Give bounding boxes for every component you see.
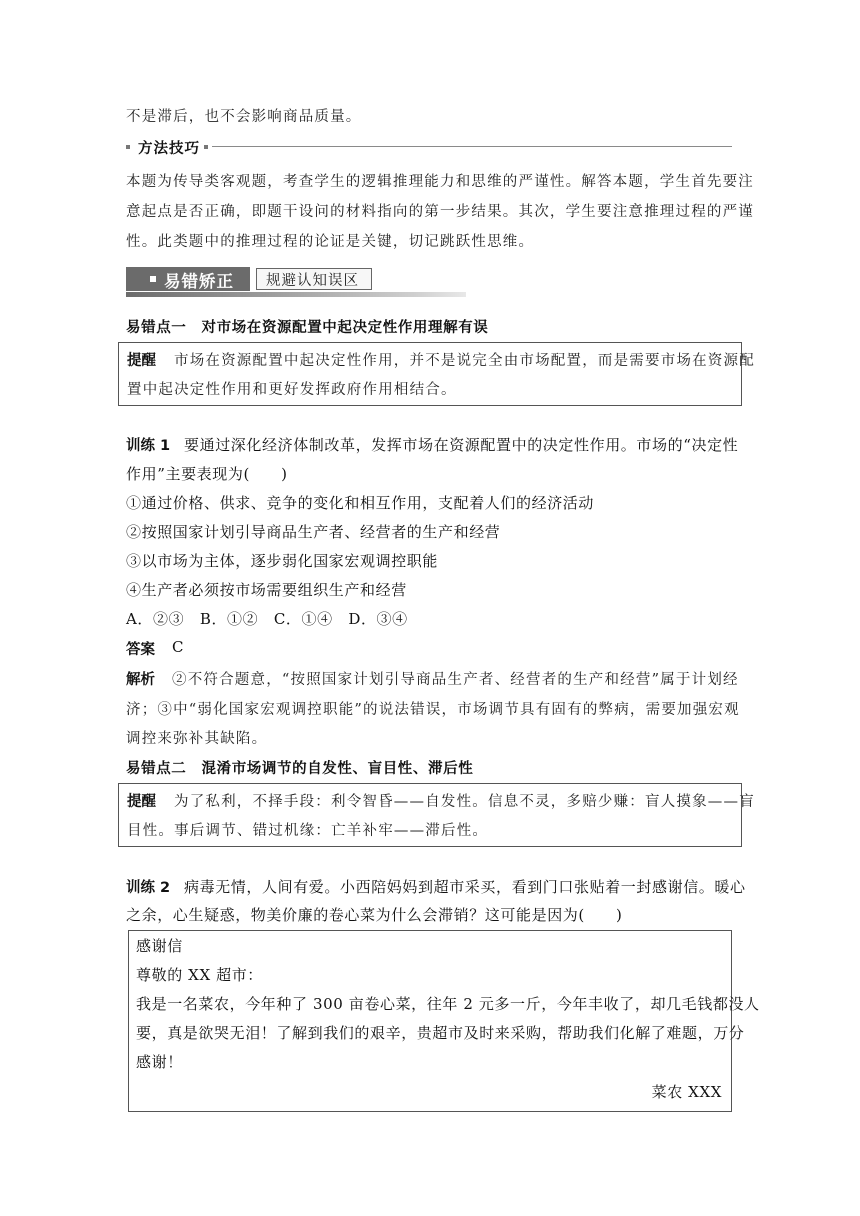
train1-analysis-line-1: ②不符合题意，“按照国家计划引导商品生产者、经营者的生产和经营”属于计划经	[172, 672, 739, 688]
methods-line-2: 意起点是否正确，即题干设问的材料指向的第一步结果。其次，学生要注意推理过程的严谨	[126, 204, 754, 220]
banner-bar	[126, 292, 466, 297]
methods-line-3: 性。此类题中的推理过程的论证是关键，切记跳跃性思维。	[126, 234, 535, 250]
train2-label: 训练 2	[126, 880, 171, 896]
point2-title: 易错点二 混淆市场调节的自发性、盲目性、滞后性	[126, 761, 474, 777]
point2-tip-line-2: 目性。事后调节、错过机缘：亡羊补牢——滞后性。	[127, 823, 489, 839]
train1-label: 训练 1	[126, 438, 171, 454]
letter-line-3: 感谢！	[136, 1053, 183, 1071]
letter-box	[128, 930, 732, 1112]
train1-analysis-line-2: 济；③中“弱化国家宏观调控职能”的说法错误，市场调节具有固有的弊病，需要加强宏观	[126, 702, 740, 718]
train1-analysis-label: 解析	[126, 672, 155, 688]
banner-square-icon	[150, 276, 156, 282]
methods-rule-left	[126, 145, 130, 149]
point1-title: 易错点一 对市场在资源配置中起决定性作用理解有误	[126, 320, 489, 336]
banner-sub	[256, 268, 372, 290]
banner-main-label: 易错矫正	[164, 272, 234, 291]
letter-line-1: 我是一名菜农，今年种了 300 亩卷心菜，往年 2 元多一斤，今年丰收了，却几毛钱都没人	[136, 995, 760, 1013]
train1-answer-label: 答案	[126, 642, 155, 658]
train1-stem-1: 要通过深化经济体制改革，发挥市场在资源配置中的决定性作用。市场的“决定性	[184, 436, 739, 454]
point1-tip-line-1: 市场在资源配置中起决定性作用，并不是说完全由市场配置，而是需要市场在资源配	[174, 353, 755, 369]
train2-stem-1: 病毒无情，人间有爱。小西陪妈妈到超市采买，看到门口张贴着一封感谢信。暖心	[184, 878, 746, 896]
train1-option-4: ④生产者必须按市场需要组织生产和经营	[126, 581, 407, 599]
train2-stem-2: 之余，心生疑惑，物美价廉的卷心菜为什么会滞销？这可能是因为( )	[126, 906, 623, 924]
letter-greeting: 尊敬的 XX 超市：	[136, 966, 263, 984]
point2-tip-line-1: 为了私利，不择手段：利令智昏——自发性。信息不灵，多赔少赚：盲人摸象——盲	[174, 794, 755, 810]
train1-choices: A．②③ B．①② C．①④ D．③④	[126, 610, 408, 628]
train1-option-1: ①通过价格、供求、竞争的变化和相互作用，支配着人们的经济活动	[126, 494, 595, 512]
point1-tip-line-2: 置中起决定性作用和更好发挥政府作用相结合。	[127, 382, 457, 398]
methods-rule-dot	[204, 145, 208, 149]
letter-line-2: 要，真是欲哭无泪！了解到我们的艰辛，贵超市及时来采购，帮助我们化解了难题，万分	[136, 1024, 745, 1042]
section-banner	[126, 266, 466, 296]
methods-line-1: 本题为传导类客观题，考查学生的逻辑推理能力和思维的严谨性。解答本题，学生首先要注	[126, 174, 754, 190]
letter-title: 感谢信	[136, 937, 183, 955]
methods-heading: 方法技巧	[138, 141, 200, 157]
banner-main	[126, 267, 250, 291]
train1-option-2: ②按照国家计划引导商品生产者、经营者的生产和经营	[126, 523, 501, 541]
banner-sub-label: 规避认知误区	[266, 273, 359, 289]
train1-analysis-line-3: 调控来弥补其缺陷。	[126, 731, 268, 747]
methods-rule-right	[212, 146, 732, 147]
point1-tip-label: 提醒	[127, 353, 156, 369]
letter-signature: 菜农 XXX	[651, 1083, 722, 1101]
continuation-text: 不是滞后，也不会影响商品质量。	[126, 109, 362, 125]
train1-stem-2: 作用”主要表现为( )	[126, 465, 288, 483]
train1-option-3: ③以市场为主体，逐步弱化国家宏观调控职能	[126, 552, 439, 570]
point2-tip-label: 提醒	[127, 794, 156, 810]
train1-answer: C	[172, 638, 185, 656]
